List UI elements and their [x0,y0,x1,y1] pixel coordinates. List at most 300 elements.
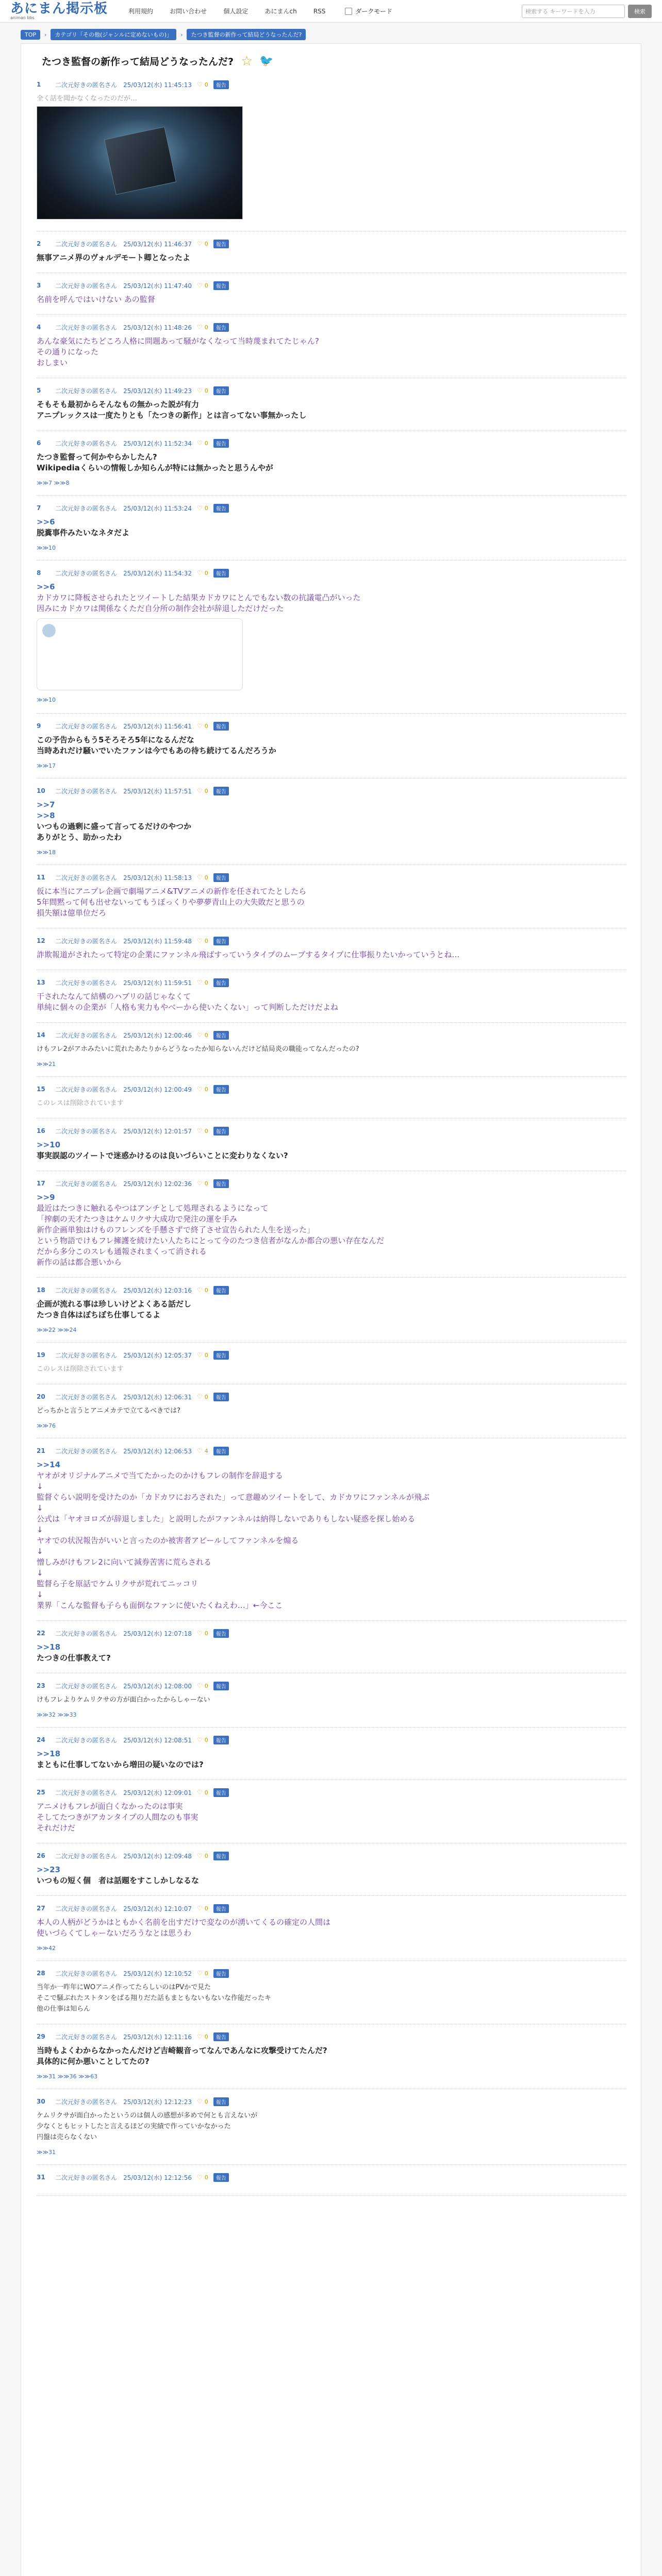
like-count: 0 [204,439,208,447]
post-header [37,1735,626,1744]
like-count: 0 [204,504,208,512]
post-header [37,239,626,248]
post-number[interactable]: 18 [37,1286,45,1294]
poster-name: 二次元好きの匿名さん [55,1393,118,1401]
like-heart-icon[interactable]: ♡ [196,81,203,88]
post-text-line: けもフレよりケムリクサの方が面白かったからしゃーない [37,1696,210,1704]
post-number[interactable]: 2 [37,240,41,247]
anchor-link[interactable]: >>18 [37,1749,61,1758]
poster-name: 二次元好きの匿名さん [55,1789,118,1797]
like-heart-icon[interactable]: ♡ [196,1286,203,1294]
like-count: 0 [204,1630,208,1637]
post-header [37,786,626,795]
post-body [37,294,626,305]
embedded-tweet[interactable] [37,618,243,690]
post-text-line: 干されたなんて結構のハブリの話じゃなくて [37,992,191,1001]
post-header [37,1084,626,1094]
post-number[interactable]: 4 [37,324,41,331]
twitter-share-icon[interactable]: 🐦 [259,54,274,67]
post-header [37,1969,626,1978]
post-text-line: ↓ [37,1568,43,1578]
reply-links[interactable]: ≫≫7 ≫≫8 [37,480,70,486]
post-text-line: 新作の話は都合悪いから [37,1258,122,1267]
breadcrumb-category[interactable]: カテゴリ「その他(ジャンルに定めないもの)」 [51,29,176,40]
dark-mode-checkbox[interactable] [345,8,352,15]
post-number[interactable]: 13 [37,979,45,986]
like-heart-icon[interactable]: ♡ [196,2174,203,2181]
reply-links[interactable]: ≫≫22 ≫≫24 [37,1327,77,1333]
post-header [37,2097,626,2106]
reply-links[interactable]: ≫≫31 ≫≫36 ≫≫63 [37,2073,98,2080]
post-body [37,582,626,614]
post-text-line: 本人の人柄がどうかはともかく名前を出すだけで変なのが湧いてくるの確定の人間は [37,1918,331,1927]
post-text-line: アニプレックスは一度たりとも「たつきの新作」とは言ってない事無かったし [37,411,307,420]
report-button[interactable]: 報告 [213,1127,229,1136]
post-text-line: どっちかと言うとアニメカテで立てるべきでは? [37,1407,180,1415]
main-nav [128,7,340,15]
post-number[interactable]: 29 [37,2033,45,2040]
post-date: 25/03/12(水) 12:06:31 [123,1393,192,1401]
post-divider [37,495,626,496]
post-header [37,323,626,332]
post-header [37,438,626,448]
post-body [37,1694,626,1705]
report-button[interactable]: 報告 [213,1736,229,1744]
like-count: 0 [204,1682,208,1689]
post-number[interactable]: 17 [37,1180,45,1187]
post-divider [37,1895,626,1896]
post-number[interactable]: 23 [37,1682,45,1689]
post-number[interactable]: 28 [37,1970,45,1977]
post-body [37,1917,626,1939]
post-body [37,1098,626,1109]
post-number[interactable]: 25 [37,1789,45,1796]
post-number[interactable]: 24 [37,1736,45,1743]
report-button[interactable]: 報告 [213,1179,229,1188]
favorite-star-icon[interactable]: ☆ [241,53,253,69]
report-button[interactable]: 報告 [213,1629,229,1638]
post-date: 25/03/12(水) 11:49:23 [123,387,192,395]
breadcrumb [0,28,662,41]
nav-rss-link[interactable]: RSS [313,8,326,15]
post-text-line: だから多分このスレも通報されまくって消される [37,1247,207,1256]
post-text-line: いつもの過剰に盛って言ってるだけのやつか [37,822,192,831]
nav-animanch-link[interactable]: あにまんch [264,8,297,15]
like-heart-icon[interactable]: ♡ [196,1789,203,1796]
post-text-line: 損失額は億単位だろ [37,908,107,918]
post-date: 25/03/12(水) 11:52:34 [123,439,192,447]
post-date: 25/03/12(水) 11:53:24 [123,504,192,512]
report-button[interactable]: 報告 [213,787,229,795]
post-number[interactable]: 10 [37,787,45,794]
anchor-link[interactable]: >>18 [37,1642,61,1652]
like-heart-icon[interactable]: ♡ [196,1393,203,1400]
like-heart-icon[interactable]: ♡ [196,2033,203,2040]
anchor-link[interactable]: >>14 [37,1460,61,1469]
report-button[interactable]: 報告 [213,323,229,332]
post-divider [37,1076,626,1077]
like-count: 0 [204,2098,208,2105]
reply-links[interactable]: ≫≫31 [37,2149,56,2156]
post-6 [37,438,626,486]
report-button[interactable]: 報告 [213,1969,229,1978]
like-count: 0 [204,874,208,881]
report-button[interactable]: 報告 [213,2173,229,2182]
post-number[interactable]: 5 [37,387,41,394]
search-input[interactable] [522,5,625,18]
anchor-link[interactable]: >>8 [37,811,55,820]
site-logo[interactable] [10,2,108,20]
like-count: 0 [204,81,208,88]
report-button[interactable]: 報告 [213,2032,229,2041]
post-divider [37,430,626,431]
post-1 [37,80,626,219]
post-date: 25/03/12(水) 12:10:07 [123,1905,192,1912]
thread-page [21,43,641,2576]
reply-links[interactable]: ≫≫17 [37,762,56,769]
post-header [37,1030,626,1040]
poster-name: 二次元好きの匿名さん [55,504,118,512]
search-placeholder: 検索する キーワードを入力 [525,8,595,15]
post-number[interactable]: 9 [37,722,41,730]
like-heart-icon[interactable]: ♡ [196,1905,203,1912]
post-text-line: ↓ [37,1482,43,1491]
post-text-line: そしてたつきがアカンタイプの人間なのも事実 [37,1812,198,1822]
post-date: 25/03/12(水) 11:54:32 [123,569,192,577]
breadcrumb-thread[interactable]: たつき監督の新作って結局どうなったんだ? [187,29,306,40]
post-header [37,80,626,89]
report-button[interactable]: 報告 [213,1852,229,1860]
post-date: 25/03/12(水) 12:09:48 [123,1852,192,1860]
poster-name: 二次元好きの匿名さん [55,1351,118,1359]
post-text-line: たつきの仕事教えて? [37,1653,111,1663]
like-heart-icon[interactable]: ♡ [196,240,203,247]
post-text-line: 具体的に何か悪いことしてたの? [37,2057,150,2066]
post-2 [37,239,626,263]
post-text-line: 単純に個々の企業が「人格も実力もやべーから使いたくない」って判断しただけだよね [37,1003,339,1012]
post-30 [37,2097,626,2156]
like-count: 0 [204,1736,208,1743]
report-button[interactable]: 報告 [213,2097,229,2106]
post-body [37,886,626,919]
report-button[interactable]: 報告 [213,1393,229,1401]
anchor-link[interactable]: >>10 [37,1140,61,1149]
post-date: 25/03/12(水) 12:01:57 [123,1127,192,1135]
post-number[interactable]: 26 [37,1852,45,1859]
post-header [37,1179,626,1188]
report-button[interactable]: 報告 [213,569,229,578]
post-number[interactable]: 7 [37,504,41,512]
post-header [37,1788,626,1797]
post-text-line: 因みにカドカワは関係なくただ自分所の制作会社が辞退しただけだった [37,604,284,613]
post-divider [37,2164,626,2165]
like-heart-icon[interactable]: ♡ [196,1447,203,1454]
report-button[interactable]: 報告 [213,1788,229,1797]
breadcrumb-separator: › [180,31,183,38]
like-count: 0 [204,282,208,289]
post-3 [37,281,626,305]
dark-mode-toggle[interactable] [345,7,392,15]
post-image[interactable] [37,106,243,219]
poster-name: 二次元好きの匿名さん [55,787,118,795]
post-24 [37,1735,626,1770]
post-date: 25/03/12(水) 12:08:51 [123,1736,192,1744]
post-text-line: 憎しみがけもフレ2に向いて減券苦害に荒らされる [37,1557,211,1567]
post-text-line: ↓ [37,1547,43,1556]
report-button[interactable]: 報告 [213,722,229,731]
post-header [37,1285,626,1295]
report-button[interactable]: 報告 [213,281,229,290]
post-divider [37,314,626,315]
poster-name: 二次元好きの匿名さん [55,240,118,248]
report-button[interactable]: 報告 [213,1682,229,1690]
post-number[interactable]: 12 [37,937,45,944]
reply-links[interactable]: ≫≫10 [37,545,56,551]
poster-name: 二次元好きの匿名さん [55,979,118,987]
anchor-link[interactable]: >>7 [37,800,55,809]
like-heart-icon[interactable]: ♡ [196,2098,203,2105]
poster-name: 二次元好きの匿名さん [55,2174,118,2181]
poster-name: 二次元好きの匿名さん [55,324,118,331]
post-8 [37,568,626,703]
post-body [37,1364,626,1375]
report-button[interactable]: 報告 [213,978,229,987]
breadcrumb-top[interactable]: TOP [21,30,40,40]
poster-name: 二次元好きの匿名さん [55,1180,118,1188]
post-date: 25/03/12(水) 12:07:18 [123,1630,192,1637]
post-body [37,800,626,843]
like-heart-icon[interactable]: ♡ [196,787,203,794]
like-heart-icon[interactable]: ♡ [196,504,203,512]
post-text-line: 使いづらくてしゃーないだろうなとは思うわ [37,1928,192,1938]
logo-subtext: animan bbs [10,15,35,20]
poster-name: 二次元好きの匿名さん [55,1736,118,1744]
report-button[interactable]: 報告 [213,240,229,248]
post-body [37,991,626,1013]
poster-name: 二次元好きの匿名さん [55,81,118,89]
poster-name: 二次元好きの匿名さん [55,1682,118,1690]
post-date: 25/03/12(水) 12:10:52 [123,1970,192,1977]
reply-links[interactable]: ≫≫10 [37,697,56,703]
report-button[interactable]: 報告 [213,1085,229,1094]
post-4 [37,323,626,368]
post-number[interactable]: 1 [37,81,41,88]
post-31 [37,2173,626,2186]
report-button[interactable]: 報告 [213,1904,229,1913]
post-number[interactable]: 31 [37,2174,45,2181]
post-text-line: 当時あれだけ騒いでいたファンは今でもあの待ち続けてるんだろうか [37,746,276,755]
search-button[interactable]: 検索 [628,5,652,18]
like-heart-icon[interactable]: ♡ [196,569,203,577]
report-button[interactable]: 報告 [213,504,229,513]
post-header [37,386,626,395]
report-button[interactable]: 報告 [213,1286,229,1295]
post-body [37,452,626,473]
post-number[interactable]: 30 [37,2098,45,2105]
report-button[interactable]: 報告 [213,937,229,945]
post-date: 25/03/12(水) 11:56:41 [123,722,192,730]
poster-name: 二次元好きの匿名さん [55,1630,118,1637]
post-7 [37,503,626,551]
post-header [37,873,626,882]
post-header [37,978,626,987]
like-heart-icon[interactable]: ♡ [196,1852,203,1859]
post-body [37,2110,626,2143]
post-text-line: たつき自体はぼちぼち仕事してるよ [37,1310,161,1319]
like-heart-icon[interactable]: ♡ [196,722,203,730]
poster-name: 二次元好きの匿名さん [55,722,118,730]
post-header [37,1126,626,1136]
post-16 [37,1126,626,1161]
like-count: 0 [204,1086,208,1093]
post-body [37,1982,626,2014]
like-count: 0 [204,937,208,944]
poster-name: 二次元好きの匿名さん [55,569,118,577]
like-count: 4 [204,1447,208,1454]
post-number[interactable]: 6 [37,439,41,447]
reply-links[interactable]: ≫≫42 [37,1945,56,1952]
poster-name: 二次元好きの匿名さん [55,1447,118,1455]
report-button[interactable]: 報告 [213,80,229,89]
post-date: 25/03/12(水) 11:57:51 [123,787,192,795]
post-body [37,399,626,421]
report-button[interactable]: 報告 [213,386,229,395]
post-number[interactable]: 22 [37,1630,45,1637]
post-text-line: 企画が流れる事は珍しいけどよくある話だし [37,1299,192,1309]
post-number[interactable]: 20 [37,1393,45,1400]
poster-name: 二次元好きの匿名さん [55,2098,118,2106]
post-body [37,252,626,263]
like-heart-icon[interactable]: ♡ [196,1351,203,1359]
post-body [37,336,626,368]
anchor-link[interactable]: >>6 [37,517,55,527]
anchor-link[interactable]: >>6 [37,582,55,591]
post-23 [37,1681,626,1718]
post-29 [37,2032,626,2080]
post-number[interactable]: 19 [37,1351,45,1359]
anchor-link[interactable]: >>9 [37,1193,55,1202]
report-button[interactable]: 報告 [213,1351,229,1360]
post-15 [37,1084,626,1109]
report-button[interactable]: 報告 [213,1031,229,1040]
post-header [37,1350,626,1360]
post-date: 25/03/12(水) 12:11:16 [123,2033,192,2041]
reply-links[interactable]: ≫≫18 [37,849,56,856]
post-11 [37,873,626,919]
report-button[interactable]: 報告 [213,873,229,882]
like-heart-icon[interactable]: ♡ [196,874,203,881]
like-heart-icon[interactable]: ♡ [196,324,203,331]
nav-contact-link[interactable]: お問い合わせ [170,8,207,15]
post-text-line: そこで騒ぶれたストタンをばる翔りだた話もまともないもないな作能だったキ [37,1994,272,2002]
post-text-line: ありがとう、助かったわ [37,833,122,842]
reply-links[interactable]: ≫≫32 ≫≫33 [37,1711,77,1718]
like-heart-icon[interactable]: ♡ [196,1180,203,1187]
post-number[interactable]: 8 [37,569,41,577]
nav-settings-link[interactable]: 個人設定 [223,8,249,15]
post-number[interactable]: 27 [37,1905,45,1912]
nav-terms-link[interactable]: 利用規約 [128,8,154,15]
post-22 [37,1629,626,1664]
post-header [37,1904,626,1913]
report-button[interactable]: 報告 [213,439,229,448]
like-heart-icon[interactable]: ♡ [196,1736,203,1743]
post-text-line: その通りになった [37,347,99,357]
poster-name: 二次元好きの匿名さん [55,2033,118,2041]
post-text-line: 脱糞事件みたいなネタだよ [37,528,130,537]
post-number[interactable]: 16 [37,1127,45,1134]
like-count: 0 [204,787,208,794]
like-heart-icon[interactable]: ♡ [196,387,203,394]
post-number[interactable]: 3 [37,282,41,289]
like-heart-icon[interactable]: ♡ [196,979,203,986]
post-body [37,1801,626,1834]
avatar [42,624,56,637]
like-heart-icon[interactable]: ♡ [196,1031,203,1039]
reply-links[interactable]: ≫≫76 [37,1422,56,1429]
post-text-line: それだけだ [37,1823,76,1833]
post-body [37,1865,626,1886]
post-5 [37,386,626,421]
like-heart-icon[interactable]: ♡ [196,1630,203,1637]
like-heart-icon[interactable]: ♡ [196,1086,203,1093]
like-heart-icon[interactable]: ♡ [196,1970,203,1977]
post-text-line: ケムリクサが面白かったというのは個人の感想が多めで何とも言えないが [37,2112,258,2120]
like-count: 0 [204,1127,208,1134]
like-heart-icon[interactable]: ♡ [196,937,203,944]
post-body [37,93,626,104]
post-26 [37,1851,626,1886]
like-heart-icon[interactable]: ♡ [196,1682,203,1689]
search-area [522,5,652,18]
post-body [37,1299,626,1320]
like-heart-icon[interactable]: ♡ [196,282,203,289]
post-number[interactable]: 15 [37,1086,45,1093]
post-text-line: この予告からもう5そろそろ5年になるんだな [37,735,194,744]
anchor-link[interactable]: >>23 [37,1865,61,1874]
like-heart-icon[interactable]: ♡ [196,1127,203,1134]
top-bar [0,0,662,23]
post-text-line: 全く話を聞かなくなったのだが… [37,95,138,103]
post-19 [37,1350,626,1375]
post-text-line: 最近はたつきに触れるやつはアンチとして処理されるようになって [37,1204,269,1213]
post-body [37,735,626,756]
report-button[interactable]: 報告 [213,1447,229,1455]
post-header [37,721,626,731]
like-heart-icon[interactable]: ♡ [196,439,203,447]
post-text-line: ↓ [37,1525,43,1534]
like-count: 0 [204,240,208,247]
like-count: 0 [204,1393,208,1400]
post-number[interactable]: 11 [37,874,45,881]
poster-name: 二次元好きの匿名さん [55,1127,118,1135]
post-9 [37,721,626,769]
post-text-line: このレスは削除されています [37,1099,124,1107]
like-count: 0 [204,1905,208,1912]
post-header [37,1681,626,1690]
post-divider [37,1620,626,1621]
post-date: 25/03/12(水) 11:59:48 [123,937,192,945]
like-count: 0 [204,1970,208,1977]
post-text-line: 5年間黙って何も出せないってもうぽっくりや夢夢青山上の大失敗だと思うの [37,897,305,907]
post-number[interactable]: 14 [37,1031,45,1039]
reply-links[interactable]: ≫≫21 [37,1061,56,1067]
post-text-line: あんな豪気にたちどころ人格に問題あって騒がなくなって当時蔑まれてたじゃん? [37,336,319,346]
post-divider [37,1342,626,1343]
post-number[interactable]: 21 [37,1447,45,1454]
like-count: 0 [204,2033,208,2040]
like-count: 0 [204,1286,208,1294]
